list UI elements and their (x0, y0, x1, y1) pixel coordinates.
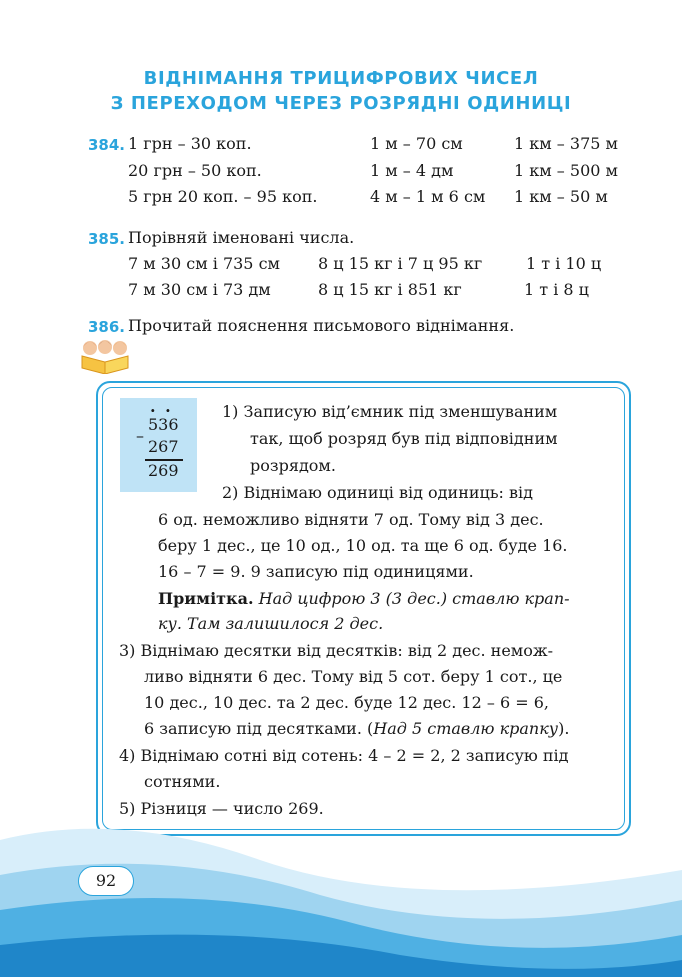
step3-last-b: Над 5 ставлю крапку (373, 719, 559, 738)
reading-kids-icon (78, 336, 132, 374)
step4-line2: сотнями. (144, 772, 221, 791)
page-title-line2: З ПЕРЕХОДОМ ЧЕРЕЗ РОЗРЯДНІ ОДИНИЦІ (110, 93, 572, 114)
note-label: Примітка. (158, 589, 254, 608)
step1-line1: 1) Записую від’ємник під зменшуваним (222, 402, 558, 421)
ex384-r2-c1: 20 грн – 50 коп. (128, 161, 262, 180)
ex384-r2-c2: 1 м – 4 дм (370, 161, 454, 180)
ex384-r3-c3: 1 км – 50 м (514, 187, 608, 206)
step5-line: 5) Різниця — число 269. (119, 799, 324, 818)
page-number: 92 (78, 866, 134, 896)
step3-last-a: 6 записую під десятками. ( (144, 719, 374, 738)
subtrahend: 267 (148, 437, 179, 456)
ex385-r2-c3: 1 т і 8 ц (524, 280, 589, 299)
step2-line4: 16 – 7 = 9. 9 записую під одиницями. (158, 562, 474, 581)
minus-sign: – (136, 426, 144, 445)
step3-line1: 3) Віднімаю десятки від десятків: від 2 дес. немож- (119, 641, 553, 660)
ex384-r1-c3: 1 км – 375 м (514, 134, 618, 153)
page-title-line1: ВІДНІМАННЯ ТРИЦИФРОВИХ ЧИСЕЛ (143, 68, 539, 89)
step4-line1: 4) Віднімаю сотні від сотень: 4 – 2 = 2, 2 записую під (119, 746, 569, 765)
borrow-dots: . . (150, 397, 173, 416)
exercise-384-number: 384. (88, 136, 126, 154)
note-text-a: Над цифрою 3 ( (253, 589, 392, 608)
step1-line3: розрядом. (250, 456, 336, 475)
step3-last-c: ). (558, 719, 570, 738)
exercise-385-number: 385. (88, 230, 126, 248)
ex384-r3-c2: 4 м – 1 м 6 см (370, 187, 486, 206)
step2-line1: 2) Віднімаю одиниці від одиниць: від (222, 483, 533, 502)
note-line2: ку. Там залишилося 2 дес. (158, 614, 384, 633)
ex384-r3-c1: 5 грн 20 коп. – 95 коп. (128, 187, 318, 206)
note-line1 (158, 588, 570, 610)
step3-line2: ливо відняти 6 дес. Тому від 5 сот. беру 1 сот., це (144, 667, 563, 686)
ex385-r2-c1: 7 м 30 см і 73 дм (128, 280, 271, 299)
step3-line3: 10 дес., 10 дес. та 2 дес. буде 12 дес. 12 – 6 = 6, (144, 693, 549, 712)
ex385-instruction: Порівняй іменовані числа. (128, 228, 355, 247)
ex385-r1-c1: 7 м 30 см і 735 см (128, 254, 280, 273)
step2-line2: 6 од. неможливо відняти 7 од. Тому від 3 дес. (158, 510, 544, 529)
step2-line3: беру 1 дес., це 10 од., 10 од. та ще 6 од. буде 16. (158, 536, 568, 555)
ex385-r1-c2: 8 ц 15 кг і 7 ц 95 кг (318, 254, 483, 273)
ex385-r1-c3: 1 т і 10 ц (526, 254, 602, 273)
exercise-386-number: 386. (88, 318, 126, 336)
note-text-c: ) ставлю крап- (440, 589, 570, 608)
difference: 269 (148, 461, 179, 480)
note-text-b: 3 дес. (391, 589, 441, 608)
step1-line2: так, щоб розряд був під відповідним (250, 429, 558, 448)
ex384-r1-c1: 1 грн – 30 коп. (128, 134, 252, 153)
minuend: 536 (148, 415, 179, 434)
ex385-r2-c2: 8 ц 15 кг і 851 кг (318, 280, 462, 299)
ex384-r2-c3: 1 км – 500 м (514, 161, 618, 180)
ex384-r1-c2: 1 м – 70 см (370, 134, 463, 153)
ex386-instruction: Прочитай пояснення письмового віднімання. (128, 316, 515, 335)
step3-line4 (144, 718, 569, 740)
